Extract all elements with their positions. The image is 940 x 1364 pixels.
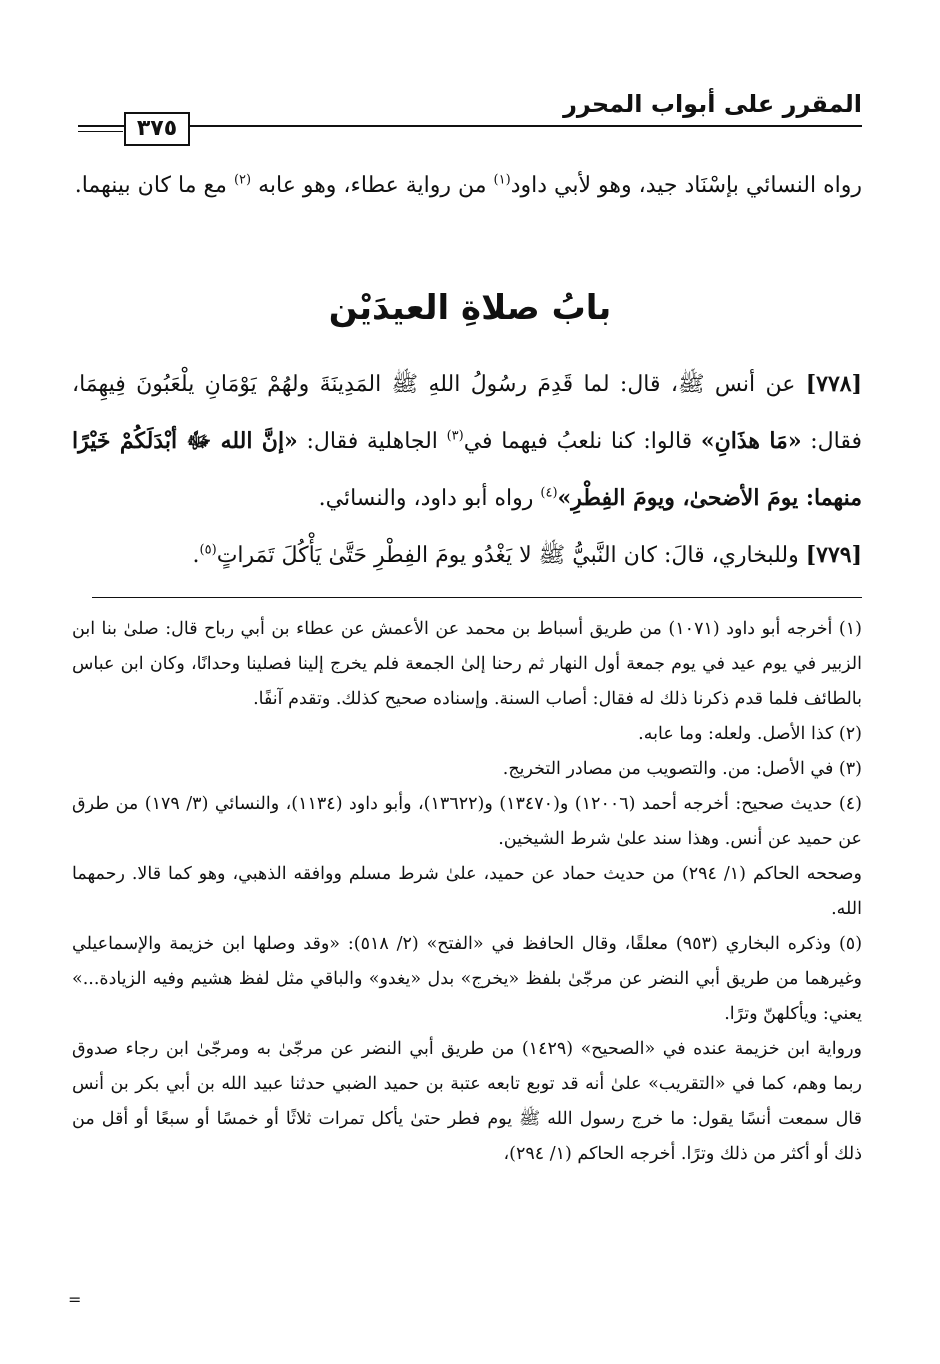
footnote-ref-2: (٢) [233, 172, 252, 188]
running-title: المقرر على أبواب المحرر [563, 90, 862, 118]
footnote-separator [92, 597, 862, 598]
footnotes [72, 612, 862, 1172]
header-rule-short [78, 131, 123, 132]
hadith-text: عن أنس ﷺ، قال: لما قَدِمَ رسُولُ اللهِ ﷺ المَدِينَةَ ولهُمْ يَوْمَانِ يلْعَبُونَ فِيهِمَا، فقال: [72, 372, 862, 454]
footnote: (٣) في الأصل: من. والتصويب من مصادر التخريج. [502, 759, 862, 779]
intro-text-b: من رواية عطاء، وهو عابه [251, 173, 494, 198]
intro-text: رواه النسائي بإسْنَاد جيد، وهو لأبي داود [510, 173, 862, 198]
chapter-title: بابُ صلاةِ العيدَيْن [328, 288, 612, 328]
footnote: (٤) حديث صحيح: أخرجه أحمد (١٢٠٠٦) و(١٣٤٧٠) و(١٣٦٢٢)، وأبو داود (١١٣٤)، والنسائي (٣/ ١٧٩) من طرق عن حميد عن أنس. وهذا سند علىٰ شرط الشيخين. [72, 794, 862, 849]
hadith-number: [٧٧٩] [805, 542, 862, 568]
footnote-continuation: ورواية ابن خزيمة عنده في «الصحيح» (١٤٢٩) من طريق أبي النضر عن مرجّىٰ به ومرجّىٰ ابن رجاء صدوق ربما وهم، كما في «التقريب» علىٰ أنه قد توبع تابعه عتبة بن حميد الضبي حدثنا عبيد الله بن أبي بكر بن أنس قال سمعت أنسًا يقول: ما خرج رسول الله ﷺ يوم فطر حتىٰ يأكل تمرات ثلاثًا أو خمسًا أو سبعًا أو أقل من ذلك أو أكثر من ذلك وترًا. أخرجه الحاكم (١/ ٢٩٤)، [72, 1039, 862, 1164]
footnote-ref-4: (٤) [540, 485, 558, 501]
hadith-text: الجاهلية فقال: [297, 429, 447, 454]
hadith-text: وللبخاري، قالَ: كان النَّبيُّ ﷺ لا يَغْدُو يومَ الفِطْرِ حَتَّىٰ يَأْكُلَ تَمَراتٍ [216, 543, 806, 568]
hadith-quote: «إنَّ الله ﷻ أبْدَلَكُمْ خَيْرًا منهما: يومَ الأضحىٰ، ويومَ الفِطْرِ» [72, 428, 862, 511]
hadith-number: [٧٧٨] [805, 371, 862, 397]
footnote-continuation: وصححه الحاكم (١/ ٢٩٤) من حديث حماد عن حميد، علىٰ شرط مسلم ووافقه الذهبي، وهو كما قالا. رحمهما الله. [72, 864, 862, 919]
continuation-mark: = [68, 1290, 82, 1309]
footnote-ref-5: (٥) [199, 542, 217, 558]
intro-paragraph [72, 158, 862, 214]
hadith-text: قالوا: كنا نلعبُ فيهما في [463, 429, 701, 454]
footnote-ref-3: (٣) [446, 428, 464, 444]
footnote: (٢) كذا الأصل. ولعله: وما عابه. [638, 724, 862, 744]
footnote-ref-1: (١) [493, 172, 511, 188]
page-number: ٣٧٥ [124, 112, 190, 146]
footnote: (٥) وذكره البخاري (٩٥٣) معلقًا، وقال الحافظ في «الفتح» (٢/ ٥١٨): «وقد وصلها ابن خزيمة والإسماعيلي وغيرهما من طريق أبي النضر عن مرجّىٰ بلفظ «يخرج» بدل «يغدو» والباقي مثل لفظ هشيم وفيه الزيادة...» يعني: ويأكلهنّ وترًا. [72, 934, 863, 1024]
hadith-text: . [192, 543, 200, 568]
header-rule [78, 125, 862, 127]
hadith-778 [72, 356, 862, 527]
footnote: (١) أخرجه أبو داود (١٠٧١) من طريق أسباط بن محمد عن الأعمش عن عطاء بن أبي رباح قال: صلىٰ بنا ابن الزبير في يوم عيد في يوم جمعة أول النهار ثم رحنا إلىٰ الجمعة فلم يخرج إلينا فصلينا وحدانًا، وكان ابن عباس بالطائف فلما قدم ذكرنا ذلك له فقال: أصاب السنة. وإسناده صحيح كذلك. وتقدم آنفًا. [72, 619, 862, 709]
hadith-779 [72, 527, 862, 584]
hadith-paragraphs [72, 356, 862, 584]
intro-text-c: مع ما كان بينهما. [74, 173, 234, 198]
hadith-quote: «مَا هذَانِ» [700, 428, 802, 454]
hadith-text: رواه أبو داود، والنسائي. [318, 486, 541, 511]
